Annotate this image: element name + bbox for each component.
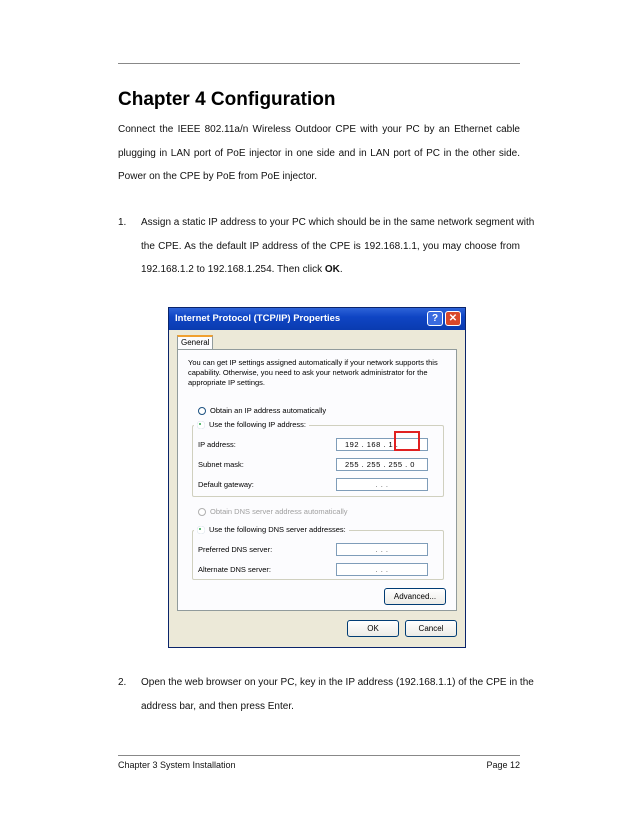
ok-button[interactable]: OK <box>347 620 399 637</box>
top-rule <box>118 63 520 64</box>
preferred-dns-field[interactable]: . . . <box>336 543 428 556</box>
settings-description: You can get IP settings assigned automatically if your network supports this capability. Otherwise, you need to ask your network administrator for the appropriate IP settings. <box>188 358 438 387</box>
gateway-label: Default gateway: <box>198 480 254 489</box>
step-1-line-1: Assign a static IP address to your PC which should be in the same network segment with <box>141 217 535 228</box>
cancel-button[interactable]: Cancel <box>405 620 457 637</box>
ip-address-label: IP address: <box>198 440 236 449</box>
preferred-dns-label: Preferred DNS server: <box>198 545 273 554</box>
advanced-button[interactable]: Advanced... <box>384 588 446 605</box>
step-1-line-3 <box>141 258 520 282</box>
tab-general[interactable]: General <box>177 335 213 350</box>
alternate-dns-label: Alternate DNS server: <box>198 565 271 574</box>
radio-use-static-ip[interactable] <box>194 420 309 430</box>
subnet-mask-field[interactable]: 255 . 255 . 255 . 0 <box>336 458 428 471</box>
step-2-text <box>141 671 534 718</box>
help-icon: ? <box>431 313 439 324</box>
footer-rule <box>118 755 520 756</box>
dialog-title: Internet Protocol (TCP/IP) Properties <box>175 313 341 324</box>
dialog-titlebar[interactable] <box>169 308 465 330</box>
page-title: Chapter 4 Configuration <box>118 89 336 110</box>
step-2-number: 2. <box>118 677 127 688</box>
general-panel <box>177 349 457 611</box>
subnet-mask-label: Subnet mask: <box>198 460 244 469</box>
radio-obtain-ip-auto[interactable] <box>198 406 326 416</box>
tcpip-properties-dialog <box>168 307 466 648</box>
radio-obtain-dns-auto[interactable] <box>198 507 348 517</box>
step-1-line-2: the CPE. As the default IP address of the CPE is 192.168.1.1, you may choose from <box>141 240 520 252</box>
step-1-ok-emphasis: OK <box>324 264 340 275</box>
footer-chapter: Chapter 3 System Installation <box>118 760 236 770</box>
highlight-ip-last-octet <box>394 431 420 451</box>
step-2-line-2: address bar, and then press Enter. <box>141 700 294 712</box>
default-gateway-field[interactable]: . . . <box>336 478 428 491</box>
radio-use-ip-selected <box>197 421 205 429</box>
radio-use-static-dns[interactable] <box>194 525 349 535</box>
step-1-line-3-end: . <box>339 264 343 275</box>
radio-use-dns-dot[interactable] <box>197 526 205 534</box>
step-1-number: 1. <box>118 217 127 228</box>
radio-use-ip-label: Use the following IP address: <box>209 420 306 429</box>
step-2-line-1: Open the web browser on your PC, key in the IP address (192.168.1.1) of the CPE in the <box>141 677 534 688</box>
radio-use-ip-dot[interactable] <box>197 421 205 429</box>
intro-line-1: Connect the IEEE 802.11a/n Wireless Outdoor CPE with your PC by an Ethernet cable <box>118 124 520 135</box>
intro-line-2: plugging in LAN port of PoE injector in one side and in LAN port of PC in the other side. <box>118 147 520 159</box>
page-footer <box>118 760 520 770</box>
radio-obtain-dns-label: Obtain DNS server address automatically <box>210 507 348 516</box>
radio-use-dns-label: Use the following DNS server addresses: <box>209 525 346 534</box>
intro-line-3: Power on the CPE by PoE from PoE injector. <box>118 171 317 182</box>
step-1-text <box>141 211 535 282</box>
ip-address-field[interactable]: 192 . 168 . 1 . <box>336 438 428 451</box>
close-icon: ✕ <box>448 313 458 324</box>
help-button[interactable] <box>427 311 443 326</box>
step-1-line-3-text: 192.168.1.2 to 192.168.1.254. Then click <box>141 264 325 275</box>
radio-obtain-dns-dot[interactable] <box>198 508 206 516</box>
intro-paragraph <box>118 118 520 189</box>
footer-page-number: Page 12 <box>486 760 520 770</box>
radio-use-dns-selected <box>197 526 205 534</box>
radio-obtain-ip-label: Obtain an IP address automatically <box>210 406 327 415</box>
alternate-dns-field[interactable]: . . . <box>336 563 428 576</box>
radio-obtain-ip-dot[interactable] <box>198 407 206 415</box>
close-button[interactable] <box>445 311 461 326</box>
